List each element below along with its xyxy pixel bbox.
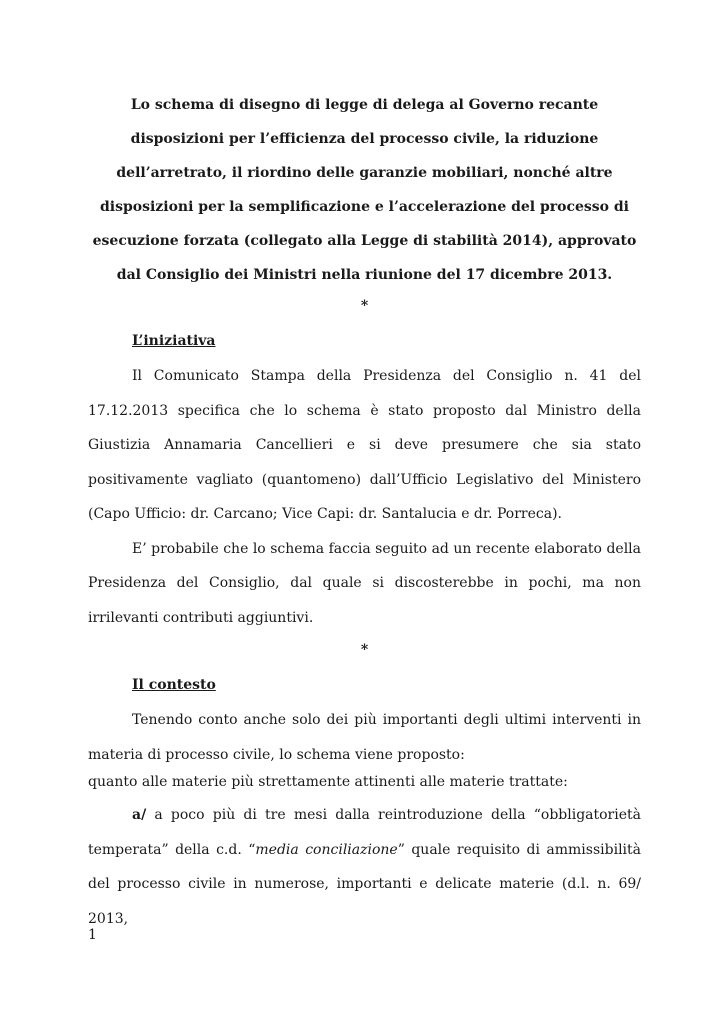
separator-star: * — [360, 642, 369, 658]
paragraph: E’ probabile che lo schema faccia seguito ad un recente elaborato della Presidenza del Consiglio, dal quale si discosterebbe in pochi, ma non irrilevanti contributi aggiuntivi. — [88, 540, 641, 626]
paragraph-item-a — [88, 798, 641, 936]
page-number: 1 — [88, 927, 97, 943]
section-heading-iniziativa: L’iniziativa — [132, 333, 216, 349]
document-title: Lo schema di disegno di legge di delega al Governo recante disposizioni per l’efficienza del processo civile, la riduzione dell’arretrato, il riordino delle garanzie mobiliari, nonché altre disposizioni per la semplificazione e l’accelerazione del processo di esecuzione forzata (collegato alla Legge di stabilità 2014), approvato dal Consiglio dei Ministri nella riunione del 17 dicembre 2013. — [92, 97, 637, 283]
paragraph: quanto alle materie più strettamente attinenti alle materie trattate: — [88, 774, 568, 790]
paragraph-text: a poco più di tre mesi dalla reintroduzione della “obbligatorietà temperata” della c.d. “ — [88, 807, 641, 858]
section-iniziativa-body — [88, 359, 641, 635]
paragraph-text: ” quale requisito di ammissibilità del processo civile in numerose, importanti e delicate materie (d.l. n. 69/ 2013, — [88, 841, 641, 927]
paragraph: Il Comunicato Stampa della Presidenza del Consiglio n. 41 del 17.12.2013 specifica che lo schema è stato proposto dal Ministro della Giustizia Annamaria Cancellieri e si deve presumere che sia stato positivamente vagliato (quantomeno) dall’Ufficio Legislativo del Ministero (Capo Ufficio: dr. Carcano; Vice Capi: dr. Santalucia e dr. Porreca). — [88, 368, 641, 522]
italic-term: media conciliazione — [255, 841, 398, 858]
section-heading-contesto: Il contesto — [132, 677, 216, 693]
item-label: a/ — [132, 807, 147, 823]
separator-star: * — [360, 298, 369, 314]
section-contesto-body — [88, 703, 641, 936]
paragraph: Tenendo conto anche solo dei più importanti degli ultimi interventi in materia di processo civile, lo schema viene proposto: — [88, 712, 641, 763]
